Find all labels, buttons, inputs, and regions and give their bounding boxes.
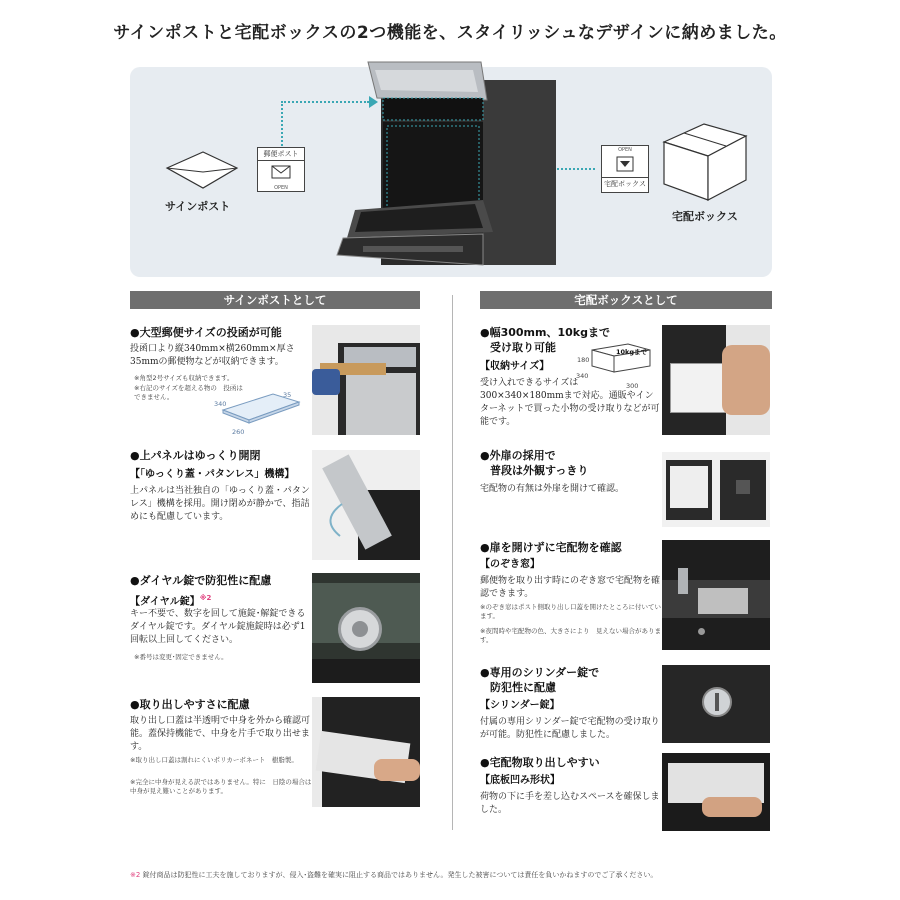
right-feature5-body: 荷物の下に手を差し込むスペースを確保しました。	[480, 792, 660, 815]
left-feature4-body: 取り出し口蓋は半透明で中身を外から確認可能。蓋保持機能で、中身を片手で取り出せます。	[130, 716, 311, 752]
right-feature2-heading2: 普段は外観すっきり	[490, 464, 589, 477]
cardboard-box-icon	[660, 120, 750, 205]
footnote-mark: ※2	[130, 871, 141, 879]
left-feature3-body: キー不要で、数字を回して施錠･解錠できるダイヤル錠です。ダイヤル錠施錠時は必ず1回転以上回してください。	[130, 609, 306, 645]
photo-peep-window	[662, 540, 770, 650]
left-feature4-heading: ●取り出しやすさに配慮	[130, 698, 250, 711]
right-feature3-sub: 【のぞき窓】	[480, 559, 540, 570]
right-feature1-heading1: ●幅300mm、10kgまで	[480, 326, 610, 339]
right-feature3-note2: ※夜間時や宅配物の色、大きさにより 見えない場合があります。	[480, 627, 661, 644]
right-feature4-heading2: 防犯性に配慮	[490, 681, 556, 694]
left-feature2-heading: ●上パネルはゆっくり開閉	[130, 449, 261, 462]
page-headline: サインポストと宅配ボックスの2つ機能を、スタイリッシュなデザインに納めました。	[113, 23, 787, 43]
right-feature3-note1: ※のぞき窓はポスト側取り出し口蓋を開けたところに付いています。	[480, 603, 661, 620]
left-feature2-body: 上パネルは当社独自の「ゆっくり蓋・パタンレス」機構を採用。開け閉めが静かで、指詰めにも配慮しています。	[130, 486, 310, 522]
right-feature3-body: 郵便物を取り出す時にのぞき窓で宅配物を確認できます。	[480, 576, 661, 599]
right-feature1-heading2: 受け取り可能	[490, 341, 556, 354]
column-divider	[452, 295, 453, 830]
left-feature4-note2: ※完全に中身が見える訳ではありません。特に 日陰の場合は中身が見え難いことがあります。	[130, 778, 312, 795]
right-feature1-body: 受け入れできるサイズは300×340×180mmまで対応。通販やインターネットで買った小物の受け取りなどが可能です。	[480, 378, 660, 427]
delivery-box-label: 宅配ボックス	[672, 210, 738, 223]
left-feature2-sub: 【「ゆっくり蓋・パタンレス」機構】	[130, 469, 295, 480]
right-feature4-heading1: ●専用のシリンダー錠で	[480, 666, 600, 679]
photo-dial-lock	[312, 573, 420, 683]
left-feature3-note: ※番号は変更･固定できません。	[134, 653, 228, 661]
left-feature3-heading: ●ダイヤル錠で防犯性に配慮	[130, 574, 272, 587]
sign-post-label: サインポスト	[165, 200, 231, 213]
box-small-icon	[602, 153, 648, 175]
mail-post-tag	[257, 147, 305, 192]
envelope-dim-340: 340	[214, 400, 227, 408]
right-feature5-heading: ●宅配物取り出しやすい	[480, 756, 600, 769]
mail-post-tag-title: 郵便ポスト	[258, 148, 304, 161]
left-feature3-sub: 【ダイヤル錠】	[130, 596, 200, 608]
left-feature1-note1: ※角型2号サイズも収納できます。	[134, 374, 234, 382]
right-feature5-sub: 【底板凹み形状】	[480, 775, 560, 786]
delivery-box-tag-title: 宅配ボックス	[602, 177, 648, 190]
envelope-dimension-diagram	[215, 388, 305, 433]
right-feature4-body: 付属の専用シリンダー錠で宅配物の受け取りが可能。防犯性に配慮しました。	[480, 717, 660, 740]
left-feature1-heading: ●大型郵便サイズの投函が可能	[130, 326, 282, 339]
envelope-dim-35: 35	[283, 391, 292, 399]
photo-take-out	[312, 697, 420, 807]
delivery-box-tag-open: OPEN	[618, 147, 632, 153]
left-feature1-note2: ※右記のサイズを超える物の 投函はできません。	[134, 384, 243, 401]
left-feature4-note1: ※取り出し口蓋は割れにくいポリカーボネート 樹脂製。	[130, 756, 298, 764]
left-feature3-sup: ※2	[199, 594, 212, 602]
photo-mail-insertion	[312, 325, 420, 435]
box-weight-label: 10kgまで	[616, 348, 648, 356]
dotted-guide-left-vertical	[281, 101, 283, 146]
right-feature3-heading: ●扉を開けずに宅配物を確認	[480, 541, 622, 554]
photo-outer-door	[662, 452, 770, 527]
left-feature3-sub-wrap	[130, 591, 211, 609]
box-dim-300: 300	[626, 382, 639, 390]
right-feature2-heading1: ●外扉の採用で	[480, 449, 556, 462]
footnote-text: 錠付商品は防犯性に工夫を施しておりますが、侵入･盗難を確実に阻止する商品ではありません。発生した被害については責任を負いかねますのでご了承ください。	[142, 871, 658, 879]
photo-parcel-storage	[662, 325, 770, 435]
photo-slow-lid	[312, 450, 420, 560]
right-section-title: 宅配ボックスとして	[480, 291, 772, 309]
motion-arc-icon	[318, 500, 348, 540]
footnote	[130, 870, 830, 880]
right-feature4-sub: 【シリンダー錠】	[480, 700, 560, 711]
delivery-box-tag	[601, 145, 649, 193]
mail-post-tag-open: OPEN	[274, 185, 288, 191]
product-illustration	[333, 60, 558, 285]
photo-bottom-recess	[662, 753, 770, 831]
left-feature1-body: 投函口より縦340mm×横260mm×厚さ35mmの郵便物などが収納できます。	[130, 344, 295, 367]
envelope-small-icon	[258, 161, 304, 183]
envelope-icon	[165, 150, 240, 192]
photo-cylinder-lock	[662, 665, 770, 743]
right-feature2-body: 宅配物の有無は外扉を開けて確認。	[480, 484, 625, 494]
envelope-dim-260: 260	[232, 428, 245, 436]
left-section-title: サインポストとして	[130, 291, 420, 309]
right-feature1-sub: 【収納サイズ】	[480, 361, 550, 372]
box-dim-180: 180	[577, 356, 590, 364]
box-dim-340: 340	[576, 372, 589, 380]
